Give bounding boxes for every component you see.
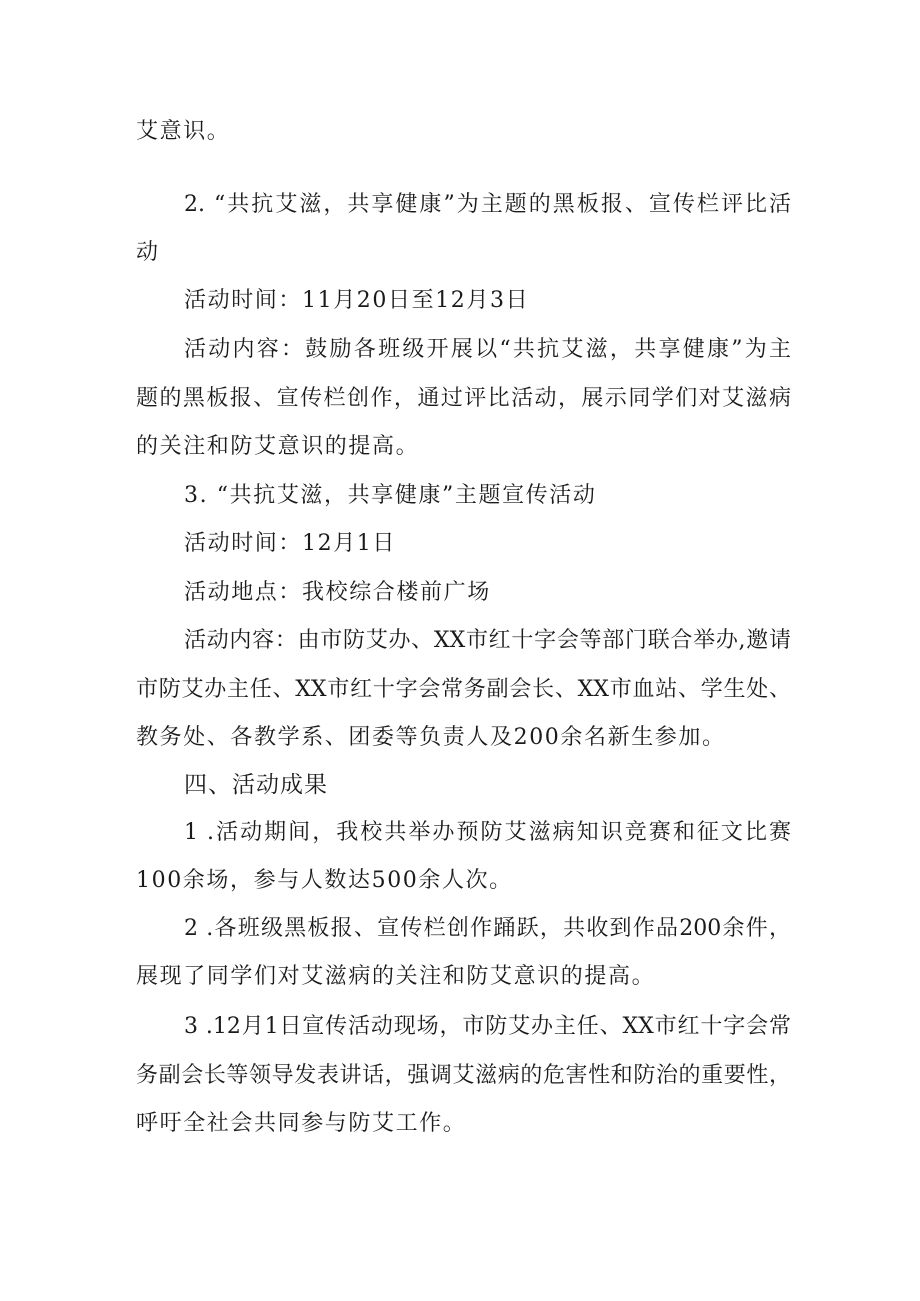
activity-time: 活动时间：12月1日 — [184, 531, 396, 556]
paragraph-line: 呼吁全社会共同参与防艾工作。 — [136, 1111, 467, 1136]
section-heading: 四、活动成果 — [184, 772, 328, 798]
item-heading-3: 3. “共抗艾滋，共享健康”主题宣传活动 — [184, 483, 597, 508]
activity-content: 活动内容：鼓励各班级开展以“共抗艾滋，共享健康”为主 — [184, 337, 791, 362]
paragraph-line: 务副会长等领导发表讲话，强调艾滋病的危害性和防治的重要性， — [136, 1063, 791, 1088]
item-heading-2: 2. “共抗艾滋，共享健康”为主题的黑板报、宣传栏评比活 — [184, 192, 791, 217]
activity-time: 活动时间：11月20日至12月3日 — [184, 288, 530, 313]
paragraph-line: 艾意识。 — [136, 119, 231, 144]
paragraph-line: 市防艾办主任、XX市红十字会常务副会长、XX市血站、学生处、 — [136, 677, 791, 702]
paragraph-line: 的关注和防艾意识的提高。 — [136, 434, 420, 459]
activity-location: 活动地点：我校综合楼前广场 — [184, 580, 491, 605]
result-item-2: 2 .各班级黑板报、宣传栏创作踊跃，共收到作品200余件， — [184, 916, 791, 941]
paragraph-line: 题的黑板报、宣传栏创作，通过评比活动，展示同学们对艾滋病 — [136, 386, 791, 411]
paragraph-line: 动 — [136, 240, 160, 265]
paragraph-line: 教务处、各教学系、团委等负责人及200余名新生参加。 — [136, 725, 726, 750]
paragraph-line: 100余场，参与人数达500余人次。 — [136, 868, 513, 893]
result-item-3: 3 .12月1日宣传活动现场，市防艾办主任、XX市红十字会常 — [184, 1014, 791, 1039]
result-item-1: 1 .活动期间，我校共举办预防艾滋病知识竞赛和征文比赛 — [184, 820, 791, 845]
paragraph-line: 展现了同学们对艾滋病的关注和防艾意识的提高。 — [136, 964, 656, 989]
activity-content: 活动内容：由市防艾办、XX市红十字会等部门联合举办,邀请 — [184, 628, 791, 653]
